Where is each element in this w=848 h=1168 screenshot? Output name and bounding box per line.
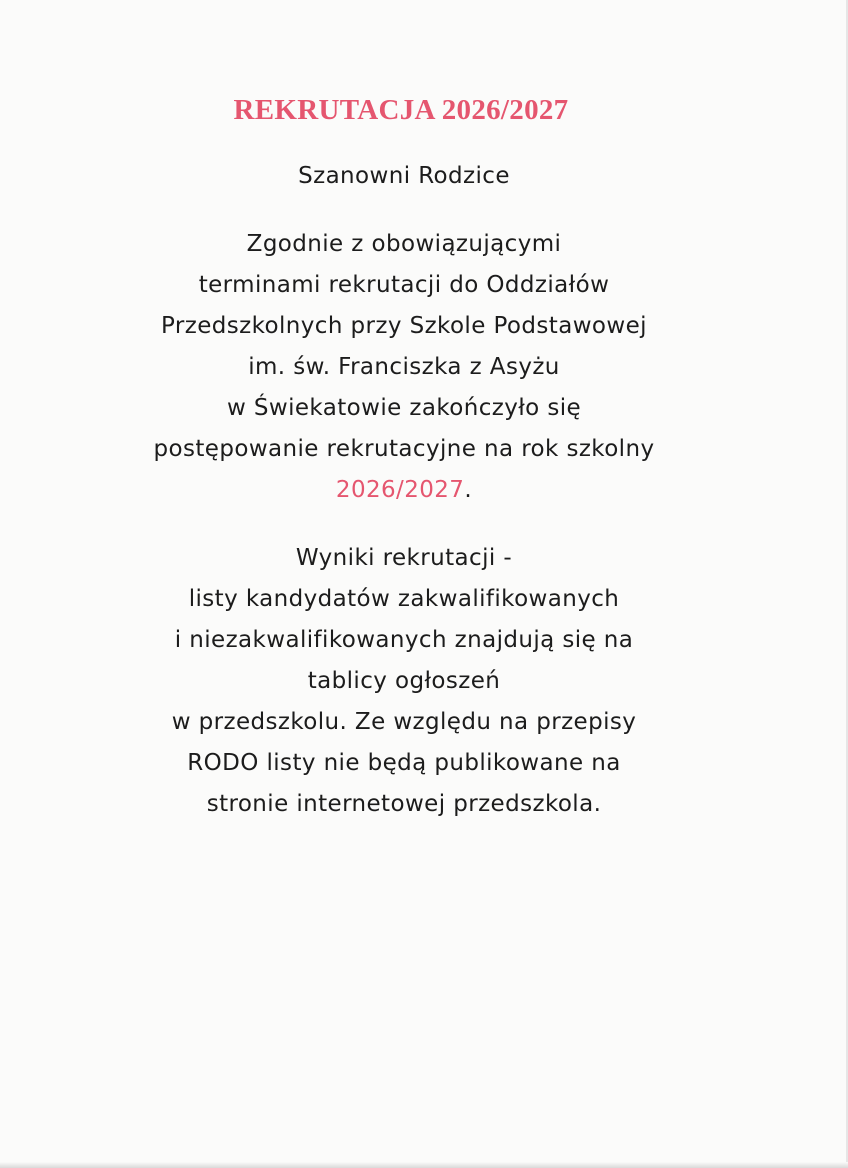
scan-bottom-edge xyxy=(0,1162,848,1168)
paragraph-line: im. św. Franciszka z Asyżu xyxy=(248,354,560,380)
paragraph-line: postępowanie rekrutacyjne na rok szkolny xyxy=(153,436,655,462)
paragraph-line: Przedszkolnych przy Szkole Podstawowej xyxy=(161,313,647,339)
school-year-highlight: 2026/2027 xyxy=(335,477,465,503)
period: . xyxy=(464,477,473,503)
paragraph-line: listy kandydatów zakwalifikowanych xyxy=(188,586,620,612)
greeting: Szanowni Rodzice xyxy=(298,163,510,189)
school-year-line xyxy=(0,470,808,511)
results-paragraph xyxy=(0,538,808,825)
paragraph-line: RODO listy nie będą publikowane na xyxy=(187,750,621,776)
paragraph-line: stronie internetowej przedszkola. xyxy=(206,791,602,817)
paragraph-line: tablicy ogłoszeń xyxy=(307,668,501,694)
paragraph-line: terminami rekrutacji do Oddziałów xyxy=(198,272,610,298)
paragraph-line: Zgodnie z obowiązującymi xyxy=(246,231,562,257)
paragraph-line: Wyniki rekrutacji - xyxy=(295,545,513,571)
announcement-paragraph xyxy=(0,224,808,511)
notice-title: REKRUTACJA 2026/2027 xyxy=(233,94,569,126)
paragraph-line: w przedszkolu. Ze względu na przepisy xyxy=(171,709,637,735)
paragraph-line: w Świekatowie zakończyło się xyxy=(226,395,582,421)
paragraph-line: i niezakwalifikowanych znajdują się na xyxy=(174,627,634,653)
